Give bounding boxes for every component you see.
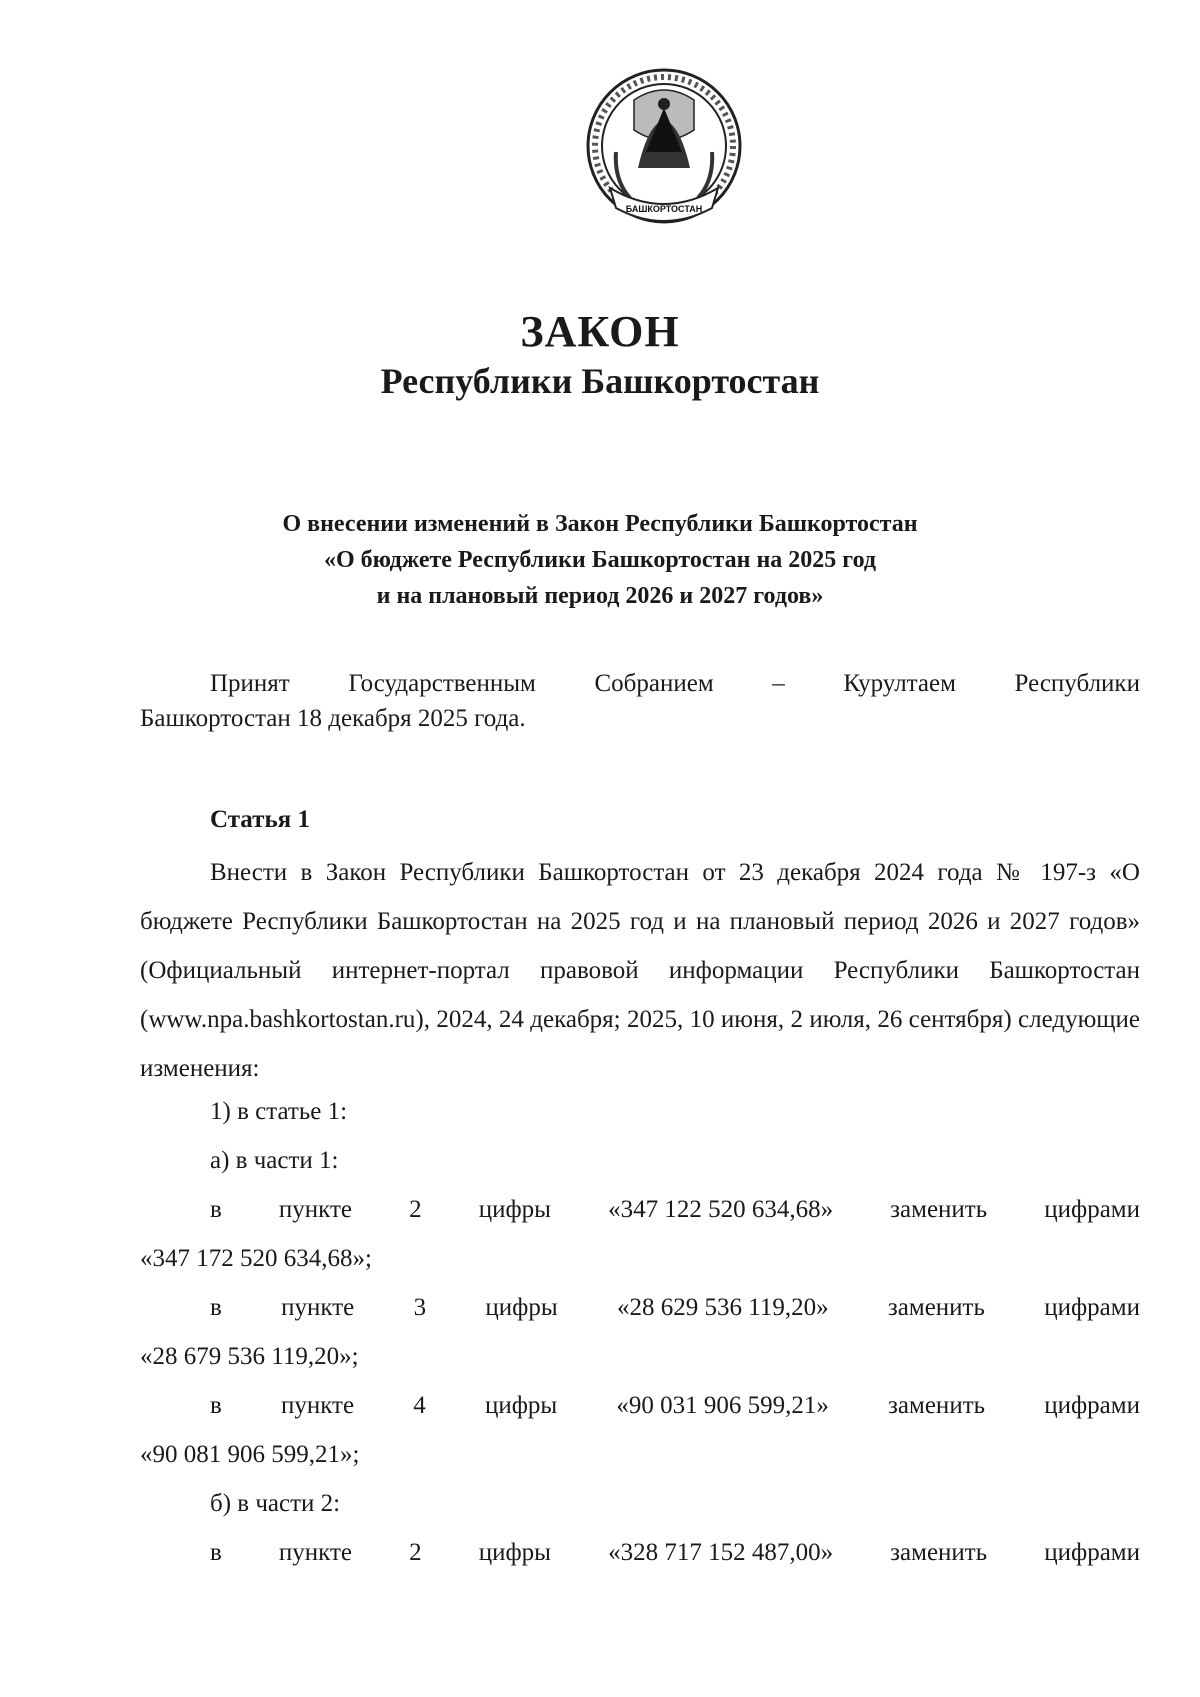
replacement-word: цифры (478, 1196, 551, 1223)
law-subject-line-3: и на плановый период 2026 и 2027 годов» (376, 583, 824, 609)
replacement-value: «328 717 152 487,00» (608, 1539, 834, 1566)
replacement-word: 3 (413, 1294, 427, 1321)
item-1b: б) в части 2: (210, 1490, 341, 1517)
adoption-word: Собранием (594, 670, 714, 697)
emblem-ribbon-text: БАШКОРТОСТАН (625, 204, 703, 214)
item-1a: а) в части 1: (210, 1147, 339, 1174)
replacement-word: цифрами (1044, 1392, 1140, 1419)
replacement-word: 2 (409, 1539, 422, 1566)
replacement-word: в (210, 1539, 222, 1566)
replacement-word: пункте (280, 1392, 355, 1419)
replacement-new-value: «90 081 906 599,21»; (140, 1441, 360, 1468)
replacement-word: пункте (278, 1539, 353, 1566)
replacement-row (210, 1392, 1140, 1420)
replacement-word: заменить (890, 1539, 988, 1566)
replacement-row (210, 1539, 1140, 1567)
replacement-word: цифрами (1044, 1294, 1140, 1321)
replacement-row (210, 1196, 1140, 1224)
replacement-word: цифрами (1044, 1196, 1140, 1223)
replacement-word: 4 (413, 1392, 426, 1419)
adoption-word: Курултаем (843, 670, 956, 697)
replacement-word: заменить (887, 1294, 985, 1321)
replacement-word: в (210, 1294, 222, 1321)
replacement-word: в (210, 1196, 222, 1223)
article-heading: Статья 1 (210, 806, 310, 833)
replacement-value: «90 031 906 599,21» (616, 1392, 829, 1419)
replacement-word: цифры (478, 1539, 551, 1566)
adoption-line-1 (210, 670, 1140, 698)
replacement-word: 2 (409, 1196, 422, 1223)
replacement-row (210, 1294, 1140, 1322)
law-subject-line-2: «О бюджете Республики Башкортостан на 2025 год (323, 547, 877, 573)
adoption-word: – (772, 670, 785, 697)
replacement-word: заменить (890, 1196, 988, 1223)
law-subject (140, 506, 1060, 614)
replacement-word: цифры (484, 1392, 558, 1419)
item-1: 1) в статье 1: (210, 1098, 348, 1125)
adoption-word: Государственным (348, 670, 536, 697)
replacement-value: «28 629 536 119,20» (617, 1294, 829, 1321)
replacement-new-value: «347 172 520 634,68»; (140, 1245, 372, 1272)
replacement-word: в (210, 1392, 222, 1419)
replacement-word: пункте (278, 1196, 353, 1223)
replacement-word: цифры (485, 1294, 558, 1321)
law-subject-line-1: О внесении изменений в Закон Республики Башкортостан (282, 511, 918, 537)
replacement-value: «347 122 520 634,68» (608, 1196, 834, 1223)
replacement-word: цифрами (1044, 1539, 1140, 1566)
adoption-line-2: Башкортостан 18 декабря 2025 года. (140, 705, 526, 732)
law-subtitle: Республики Башкортостан (380, 361, 820, 401)
replacement-word: заменить (888, 1392, 986, 1419)
coat-of-arms-icon (576, 60, 752, 236)
replacement-word: пункте (281, 1294, 355, 1321)
article-body: Внести в Закон Республики Башкортостан от 23 декабря 2024 года № 197-з «О бюджете Республики Башкортостан на 2025 год и на плановый период 2026 и 2027 годов» (Официальный интернет-портал правовой информации Республики Башкортостан (www.npa.bashkortostan.ru), 2024, 24 декабря; 2025, 10 июня, 2 июля, 26 сентября) следующие изменения: (140, 859, 1140, 1082)
replacement-new-value: «28 679 536 119,20»; (140, 1343, 359, 1370)
law-title: ЗАКОН (520, 307, 680, 356)
adoption-word: Республики (1014, 670, 1140, 697)
adoption-word: Принят (210, 670, 290, 697)
